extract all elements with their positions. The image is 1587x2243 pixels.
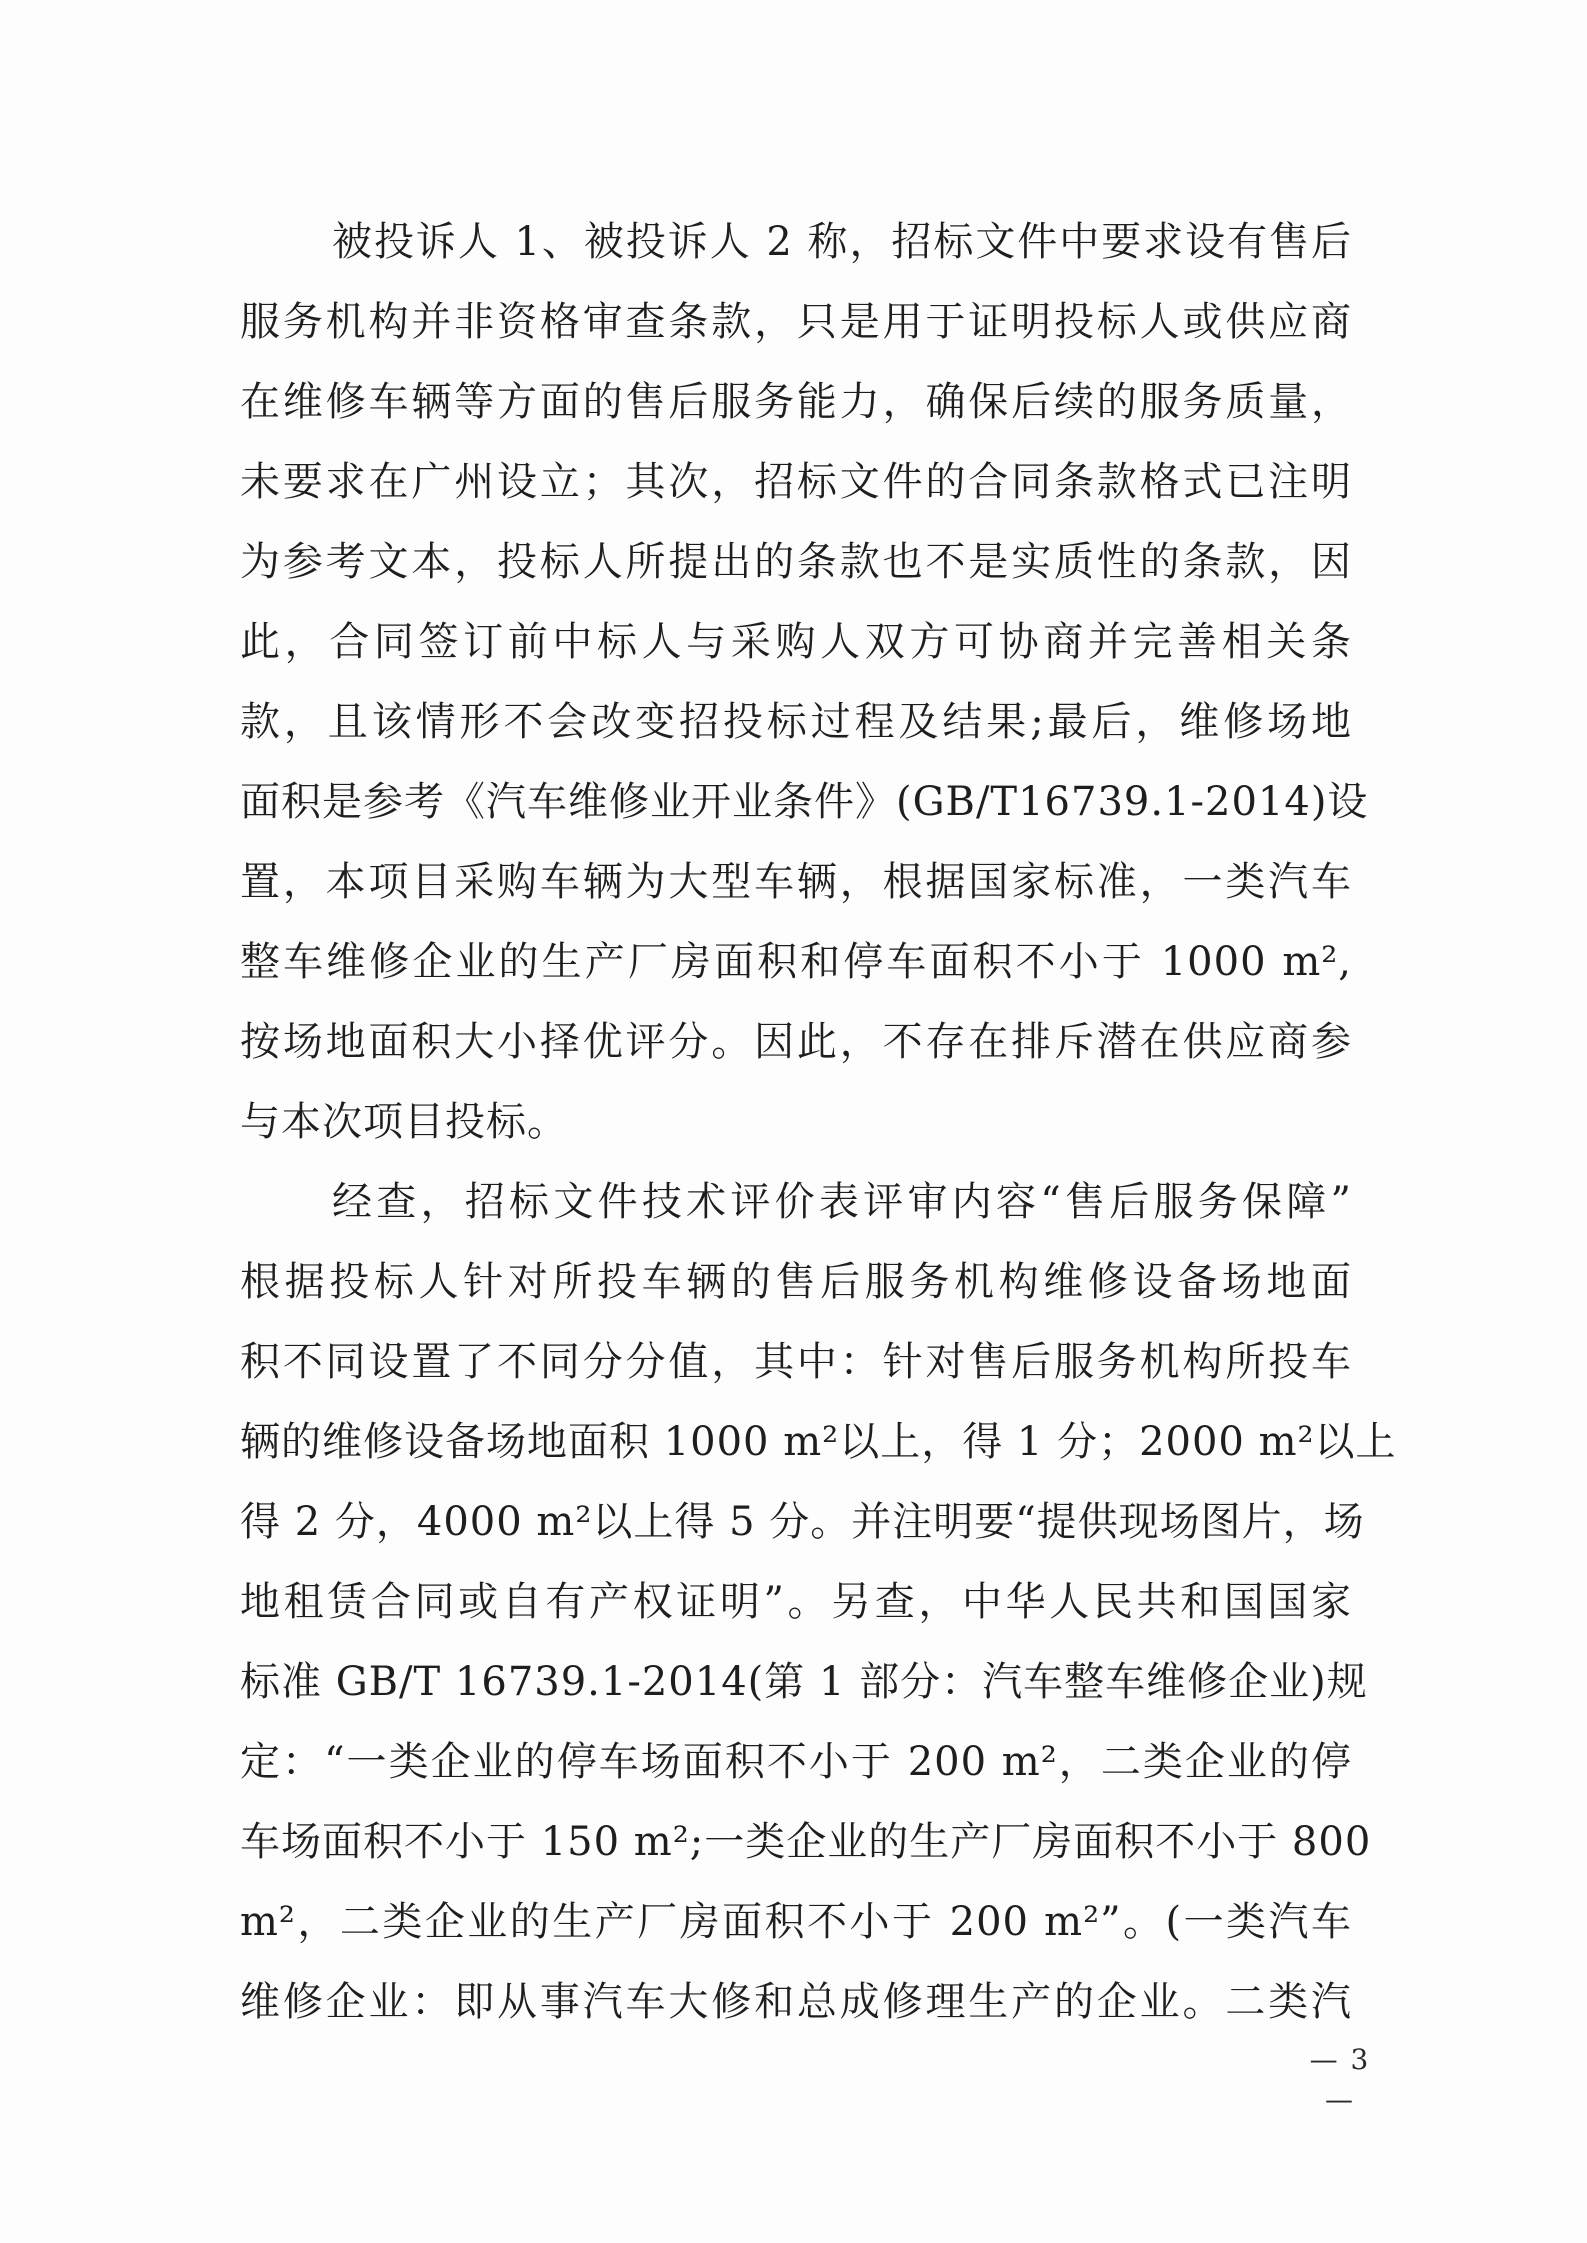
paragraph-2-line-10: m²，二类企业的生产厂房面积不小于 200 m²”。(一类汽车: [240, 1899, 1352, 1945]
paragraph-2-line-4: 辆的维修设备场地面积 1000 m²以上，得 1 分；2000 m²以上: [240, 1419, 1397, 1465]
paragraph-1-line-10: 整车维修企业的生产厂房面积和停车面积不小于 1000 m²,: [240, 939, 1352, 985]
paragraph-2-line-5: 得 2 分，4000 m²以上得 5 分。并注明要“提供现场图片，场: [240, 1499, 1365, 1545]
paragraph-1-line-7: 款，且该情形不会改变招投标过程及结果;最后，维修场地: [240, 699, 1352, 745]
paragraph-1-line-2: 服务机构并非资格审查条款，只是用于证明投标人或供应商: [240, 299, 1352, 345]
paragraph-2-line-2: 根据投标人针对所投车辆的售后服务机构维修设备场地面: [240, 1259, 1352, 1305]
paragraph-1-line-4: 未要求在广州设立；其次，招标文件的合同条款格式已注明: [240, 459, 1352, 505]
paragraph-1-line-12: 与本次项目投标。: [240, 1099, 568, 1145]
paragraph-1-line-9: 置，本项目采购车辆为大型车辆，根据国家标准，一类汽车: [240, 859, 1352, 905]
paragraph-1-line-5: 为参考文本，投标人所提出的条款也不是实质性的条款，因: [240, 539, 1352, 585]
paragraph-1-line-6: 此，合同签订前中标人与采购人双方可协商并完善相关条: [240, 619, 1352, 665]
paragraph-1-line-8: 面积是参考《汽车维修业开业条件》(GB/T16739.1-2014)设: [240, 779, 1369, 825]
page-number: — 3 —: [1309, 2043, 1371, 2116]
paragraph-2-line-8: 定：“一类企业的停车场面积不小于 200 m²，二类企业的停: [240, 1739, 1352, 1785]
paragraph-1-line-3: 在维修车辆等方面的售后服务能力，确保后续的服务质量，: [240, 379, 1352, 425]
paragraph-2-line-9: 车场面积不小于 150 m²;一类企业的生产厂房面积不小于 800: [240, 1819, 1372, 1865]
paragraph-2-line-6: 地租赁合同或自有产权证明”。另查，中华人民共和国国家: [240, 1579, 1352, 1625]
paragraph-2-line-7: 标准 GB/T 16739.1-2014(第 1 部分：汽车整车维修企业)规: [240, 1659, 1368, 1705]
paragraph-2-line-3: 积不同设置了不同分分值，其中：针对售后服务机构所投车: [240, 1339, 1352, 1385]
paragraph-1-line-11: 按场地面积大小择优评分。因此，不存在排斥潜在供应商参: [240, 1019, 1352, 1065]
paragraph-2-line-1: 经查，招标文件技术评价表评审内容“售后服务保障”: [332, 1179, 1352, 1225]
paragraph-1-line-1: 被投诉人 1、被投诉人 2 称，招标文件中要求设有售后: [332, 219, 1352, 265]
paragraph-2-line-11: 维修企业：即从事汽车大修和总成修理生产的企业。二类汽: [240, 1979, 1352, 2025]
